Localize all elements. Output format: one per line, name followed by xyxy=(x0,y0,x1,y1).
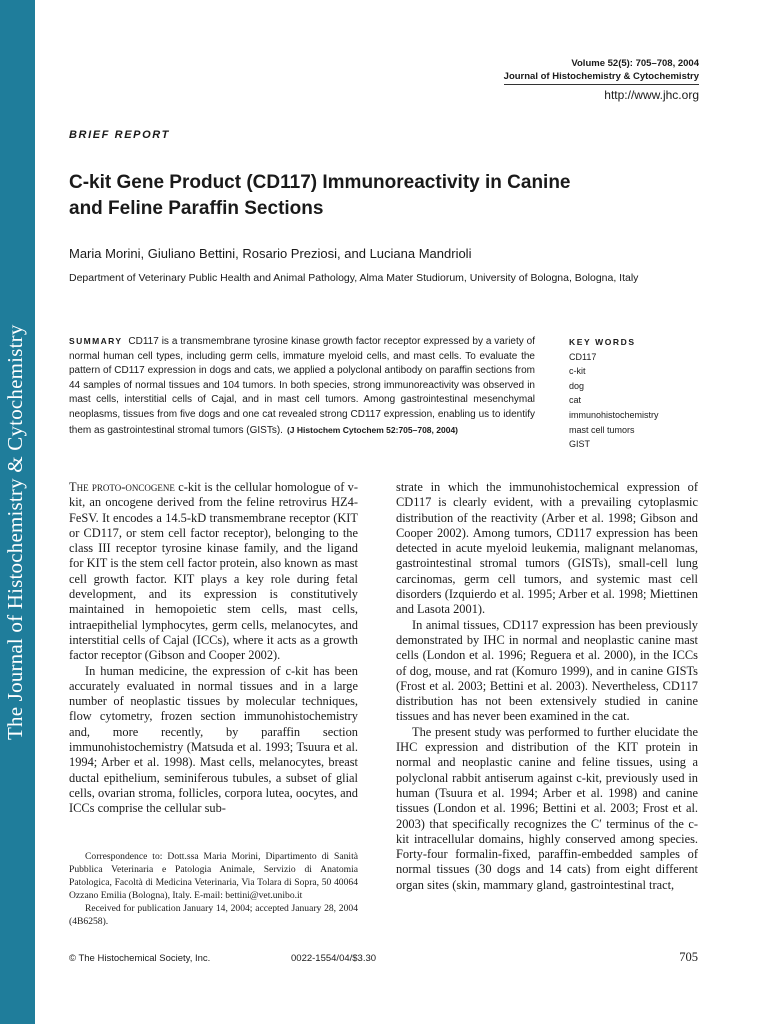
abstract xyxy=(69,334,535,438)
keywords-block xyxy=(569,335,659,452)
article-type: BRIEF REPORT xyxy=(69,129,170,141)
keyword-item: immunohistochemistry xyxy=(569,409,659,420)
footer-society: © The Histochemical Society, Inc. xyxy=(69,953,211,964)
title-line-2: and Feline Paraffin Sections xyxy=(69,198,324,219)
keyword-item: mast cell tumors xyxy=(569,424,635,435)
body-paragraph: In human medicine, the expression of c-kit has been accurately evaluated in normal tissues and in a large number of neoplastic tissues by molecular techniques, flow cytometry, frozen section immunohistochemistry and, more recently, by paraffin section immunohistochemistry (Matsuda et al. 1993; Tsuura et al. 1994; Arber et al. 1998). Mast cells, melanocytes, breast ductal epithelium, seminiferous tubules, a subset of glial cells, ovarian stroma, follicles, corpora lutea, oocytes, and ICCs comprise the cellular sub- xyxy=(69,663,358,816)
summary-citation: (J Histochem Cytochem 52:705–708, 2004) xyxy=(286,424,458,435)
masthead xyxy=(504,57,699,103)
title-line-1: C-kit Gene Product (CD117) Immunoreactivity in Canine xyxy=(69,172,571,193)
received-dates: Received for publication January 14, 2004; accepted January 28, 2004 (4B6258). xyxy=(69,903,358,927)
summary-label: SUMMARY xyxy=(69,336,123,346)
body-paragraph: strate in which the immunohistochemical expression of CD117 is clearly evident, with a prevailing cytoplasmic distribution of the reactivity (Arber et al. 1998; Gibson and Cooper 2002). Among tumors, CD117 expression has been detected in acute myeloid leukemia, malignant melanomas, gastrointestinal stromal tumors (GISTs), small-cell lung carcinomas, germ cell tumors, and systemic mast cell disorders (Izquierdo et al. 1995; Arber et al. 1998; Miettinen and Lasota 2001). xyxy=(396,480,698,617)
opening-words: The proto-oncogene xyxy=(69,480,175,494)
volume-info: Volume 52(5): 705–708, 2004 xyxy=(571,58,699,69)
sidebar-journal-name: The Journal of Histochemistry & Cytochemistry xyxy=(3,324,27,740)
footer-code: 0022-1554/04/$3.30 xyxy=(291,953,377,964)
paragraph-text: c-kit is the cellular homologue of v-kit, an oncogene derived from the feline retrovirus HZ4-FeSV. It encodes a 14.5-kD transmembrane receptor (KIT or CD117, or stem cell factor receptor), belonging to the class III receptor tyrosine kinase family, and the ligand for KIT is the stem cell factor protein, also known as mast cell growth factor. KIT plays a key role during fetal development, and its expression is constitutively maintained in hemopoietic stem cells, mast cells, intraepithelial lymphocytes, germ cells, melanocytes, and interstitial cells of Cajal (ICCs), where it acts as a growth factor receptor (Gibson and Cooper 2002). xyxy=(69,480,358,663)
correspondence-text: Correspondence to: Dott.ssa Maria Morini, Dipartimento di Sanità Pubblica Veterinaria e Patologia Animale, Servizio di Anatomia Patologica, Facoltà di Medicina Veterinaria, Via Tolara di Sopra, 50 40064 Ozzano Emilia (Bologna), Italy. E-mail: bettini@vet.unibo.it xyxy=(69,851,358,901)
body-column-right xyxy=(396,480,698,893)
body-column-left xyxy=(69,480,358,817)
affiliation: Department of Veterinary Public Health and Animal Pathology, Alma Mater Studiorum, University of Bologna, Bologna, Italy xyxy=(69,272,639,284)
keyword-item: cat xyxy=(569,395,582,406)
summary-text: CD117 is a transmembrane tyrosine kinase growth factor receptor expressed by a variety of normal human cell types, including germ cells, immature myeloid cells, and mast cells. To evaluate the pattern of CD117 expression in dogs and cats, we applied a polyclonal antibody on paraffin sections from 44 samples of normal tissues and 104 tumors. In both species, strong immunoreactivity was observed in mast cells, interstitial cells of Cajal, and in mast cell tumors. Among gastrointestinal mesenchymal neoplasms, tissues from five dogs and one cat revealed strong CD117 expression, enabling us to identify them as gastrointestinal stromal tumors (GISTs). xyxy=(69,336,535,436)
keyword-item: c-kit xyxy=(569,366,586,377)
article-title xyxy=(69,170,669,222)
journal-sidebar xyxy=(0,0,35,1024)
keywords-heading: KEY WORDS xyxy=(569,337,636,347)
correspondence-note xyxy=(69,850,358,928)
keyword-item: dog xyxy=(569,380,585,391)
keyword-item: CD117 xyxy=(569,351,597,362)
journal-url[interactable]: http://www.jhc.org xyxy=(604,88,699,102)
body-paragraph: In animal tissues, CD117 expression has been previously demonstrated by IHC in normal and neoplastic canine mast cells (London et al. 1996; Reguera et al. 2000), in the ICCs of dog, mouse, and rat (Komuro 1999), and in canine GISTs (Frost et al. 2003; Bettini et al. 2003). Nevertheless, CD117 distribution has not been extensively studied in canine tissues and has never been examined in the cat. xyxy=(396,617,698,724)
author-list: Maria Morini, Giuliano Bettini, Rosario Preziosi, and Luciana Mandrioli xyxy=(69,246,472,261)
body-paragraph: The present study was performed to further elucidate the IHC expression and distribution of the KIT protein in normal and neoplastic canine and feline tissues, using a polyclonal rabbit antiserum against c-kit, previously used in human (Tsuura et al. 1994; Arber et al. 1998) and canine tissues (London et al. 1996; Bettini et al. 2003; Frost et al. 2003) that specifically recognizes the C′ terminus of the c-kit intracellular domains, highly conserved among species. Forty-four formalin-fixed, paraffin-embedded samples of normal tissues (30 dogs and 14 cats) from eight different organ sites (skin, mammary gland, gastrointestinal tract, xyxy=(396,724,698,892)
journal-name: Journal of Histochemistry & Cytochemistry xyxy=(504,70,699,85)
body-paragraph xyxy=(69,480,358,664)
keyword-item: GIST xyxy=(569,439,591,450)
page-number: 705 xyxy=(679,950,698,964)
